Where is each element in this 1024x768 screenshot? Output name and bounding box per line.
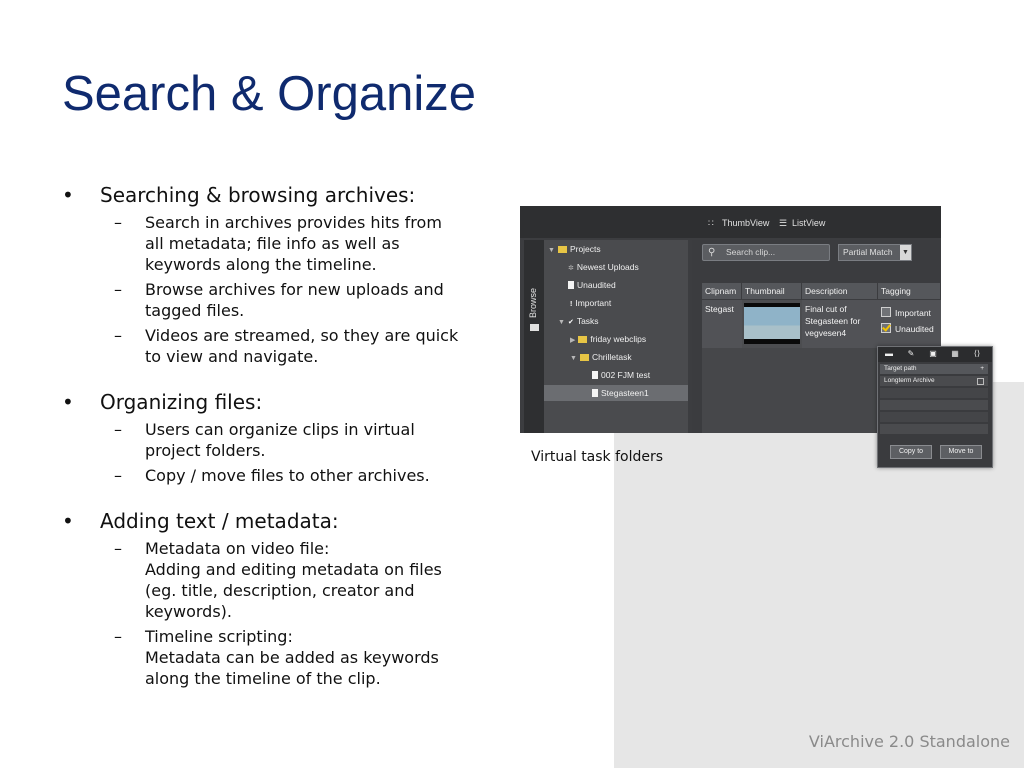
sub-bullet [62,419,492,461]
dash-icon: – [114,326,122,345]
match-mode-select[interactable] [838,244,912,261]
sub-bullet-line: Metadata on video file: [145,539,330,558]
folder-icon[interactable]: ▬ [885,349,893,358]
sub-bullet [62,538,492,622]
folder-tree [544,240,688,433]
thumbview-tab[interactable]: ThumbView [722,218,770,228]
folder-icon [578,336,587,343]
copy-to-button[interactable]: Copy to [890,445,932,459]
sub-bullet [62,626,492,689]
code-icon[interactable]: ⟨⟩ [973,349,981,358]
sub-bullet-line: Copy / move files to other archives. [145,466,430,485]
sparkle-icon: ✲ [568,265,574,272]
triangle-down-icon: ▼ [558,319,565,326]
column-header-clipname[interactable]: Clipnam [702,283,742,299]
trash-icon[interactable]: ▦ [951,349,959,358]
folder-icon [580,354,589,361]
tree-node-002-fjm-test[interactable]: 002 FJM test [592,367,650,383]
sub-bullet-line: along the timeline of the clip. [145,669,381,688]
bullet-dot-icon: • [62,509,74,533]
search-icon: ⚲ [708,247,716,258]
triangle-down-icon: ▼ [548,247,555,254]
empty-column [702,348,743,433]
image-caption: Virtual task folders [531,449,664,465]
target-row [880,412,988,422]
slide-title: Search & Organize [62,67,476,121]
checkbox-important[interactable] [881,307,891,317]
tree-node-tasks[interactable]: ▼ ✔ Tasks [558,316,599,326]
target-path-header: Target path + [880,364,988,374]
bullet-item [62,508,492,534]
check-icon: ✔ [567,319,574,326]
dash-icon: – [114,466,122,485]
dash-icon: – [114,213,122,232]
sub-bullet-line: all metadata; file info as well as [145,234,400,253]
description-line: Final cut of [805,304,847,314]
match-mode-value: Partial Match [843,247,893,257]
description-cell[interactable] [802,300,878,348]
sub-bullet [62,279,492,321]
sub-bullet-line: keywords along the timeline. [145,255,377,274]
browse-label: Browse [528,287,538,318]
file-icon [568,281,574,289]
view-toolbar [520,206,941,238]
sub-bullet-line: tagged files. [145,301,245,320]
bullet-group-organize [62,389,492,486]
bullet-text: Adding text / metadata: [100,509,339,533]
sub-bullet [62,325,492,367]
sub-bullet-line: Search in archives provides hits from [145,213,442,232]
sub-bullet [62,465,492,486]
bullet-text: Searching & browsing archives: [100,183,416,207]
folder-icon [558,246,567,253]
save-icon[interactable]: ▣ [929,349,937,358]
column-header-description[interactable]: Description [802,283,878,299]
triangle-right-icon: ▶ [570,337,576,344]
bullet-dot-icon: • [62,183,74,207]
dash-icon: – [114,420,122,439]
pencil-icon[interactable]: ✎ [907,349,915,358]
video-thumbnail[interactable] [744,303,800,344]
slide-footer: ViArchive 2.0 Standalone [808,732,1010,751]
tree-node-projects[interactable]: ▼ Projects [548,244,601,254]
tree-node-friday-webclips[interactable]: ▶ friday webclips [570,334,647,344]
sub-bullet-line: Metadata can be added as keywords [145,648,439,667]
folder-icon [530,324,539,331]
grid-icon[interactable]: ∷ [708,218,714,228]
checkbox-longterm[interactable] [977,378,984,385]
tree-node-important[interactable]: ! Important [570,298,612,308]
tree-node-chrilletask[interactable]: ▼ Chrilletask [570,352,632,362]
sub-bullet-line: Adding and editing metadata on files [145,560,442,579]
exclamation-icon: ! [570,301,573,308]
chevron-down-icon[interactable]: ▼ [900,245,911,260]
checkbox-unaudited[interactable] [881,323,891,333]
tree-node-unaudited[interactable]: Unaudited [568,277,616,293]
listview-tab[interactable]: ListView [792,218,826,228]
bullet-group-search [62,182,492,367]
tree-node-newest-uploads[interactable]: ✲ Newest Uploads [568,262,639,272]
description-line: vegvesen4 [805,328,847,338]
bullet-item [62,389,492,415]
bullet-text: Organizing files: [100,390,263,414]
target-row-longterm[interactable]: Longterm Archive [880,376,988,386]
bullet-group-metadata [62,508,492,689]
tag-unaudited[interactable]: Unaudited [881,323,938,335]
column-header-thumbnail[interactable]: Thumbnail [742,283,802,299]
sub-bullet-line: Browse archives for new uploads and [145,280,444,299]
sub-bullet-line: Timeline scripting: [145,627,293,646]
browse-side-tab[interactable] [524,240,544,433]
tagging-cell [878,300,941,348]
description-line: Stegasteen for [805,316,861,326]
sub-bullet-line: Users can organize clips in virtual [145,420,415,439]
bullet-item [62,182,492,208]
list-icon[interactable]: ☰ [779,218,788,228]
popup-toolbar [878,347,992,362]
empty-column [802,348,879,433]
file-icon [592,389,598,397]
bullet-dot-icon: • [62,390,74,414]
empty-column [742,348,803,433]
triangle-down-icon: ▼ [570,355,577,362]
sub-bullet-line: keywords). [145,602,232,621]
target-row [880,400,988,410]
dash-icon: – [114,280,122,299]
tree-node-stegasteen1[interactable]: Stegasteen1 [544,385,688,401]
target-row [880,388,988,398]
sub-bullet-line: Videos are streamed, so they are quick [145,326,459,345]
bullet-list [62,180,492,711]
file-icon [592,371,598,379]
dash-icon: – [114,539,122,558]
move-to-button[interactable]: Move to [940,445,982,459]
column-header-tagging[interactable]: Tagging [878,283,941,299]
sub-bullet-line: (eg. title, description, creator and [145,581,415,600]
tag-important[interactable]: Important [881,307,938,319]
sub-bullet [62,212,492,275]
sub-bullet-line: to view and navigate. [145,347,319,366]
clipname-cell[interactable]: Stegast [702,300,742,348]
search-placeholder: Search clip... [726,247,776,257]
dash-icon: – [114,627,122,646]
copy-move-popup [877,346,993,468]
sub-bullet-line: project folders. [145,441,266,460]
search-input[interactable] [702,244,830,261]
add-target-button[interactable]: + [980,365,984,372]
target-row [880,424,988,434]
